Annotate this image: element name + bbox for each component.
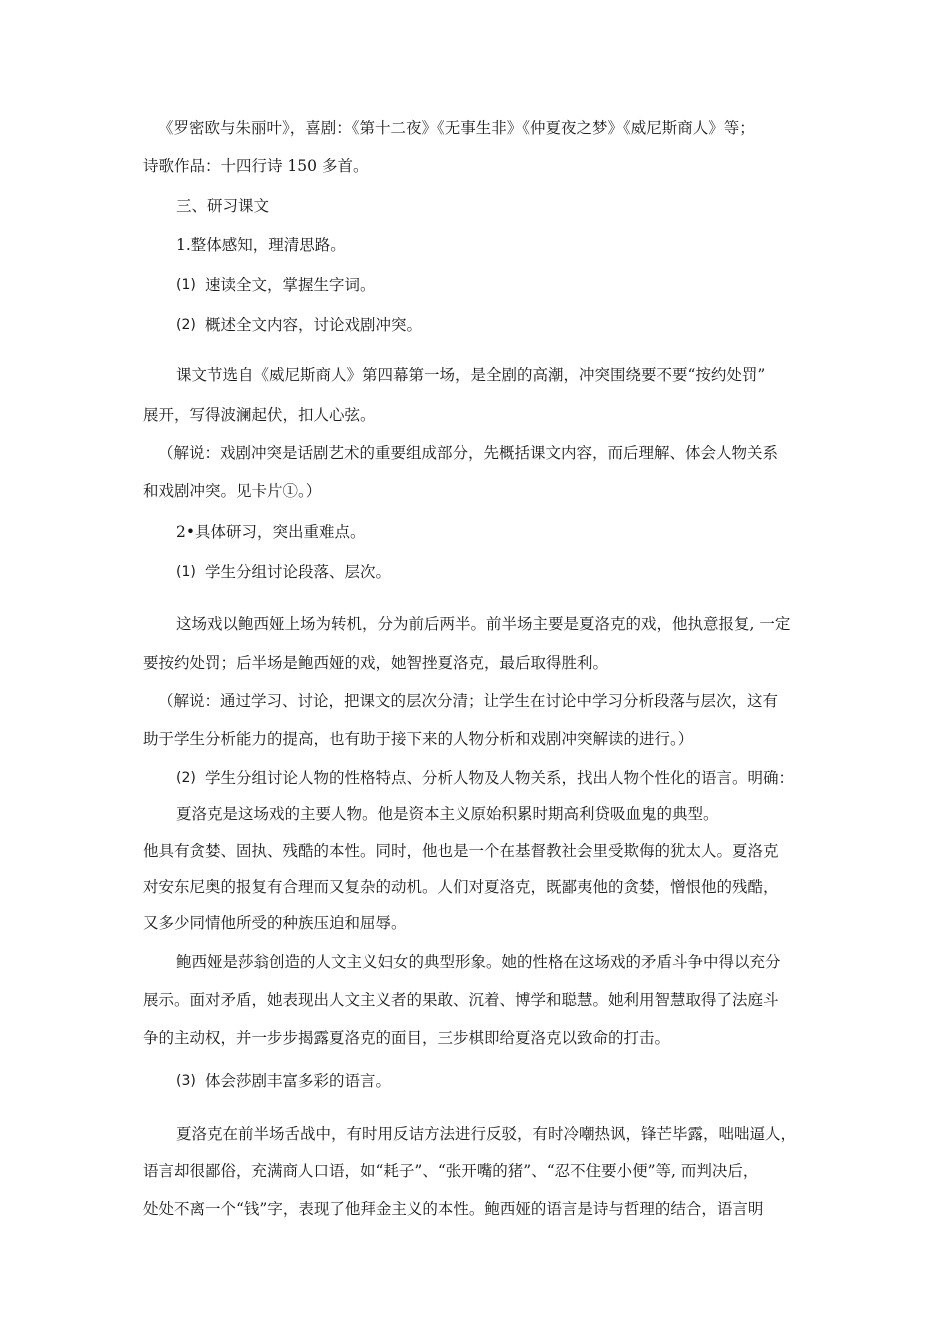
- text-line: 争的主动权，并一步步揭露夏洛克的面目，三步棋即给夏洛克以致命的打击。: [143, 1029, 671, 1047]
- text-line: 《罗密欧与朱丽叶》，喜剧：《第十二夜》《无事生非》《仲夏夜之梦》《威尼斯商人》等；: [158, 119, 755, 137]
- text-line: 诗歌作品：十四行诗 150 多首。: [143, 157, 369, 175]
- text-line: 课文节选自《威尼斯商人》第四幕第一场，是全剧的高潮，冲突围绕要不要“按约处罚”: [176, 366, 766, 384]
- list-marker: (2): [176, 317, 196, 333]
- list-marker: (1): [176, 564, 196, 580]
- list-item-text: 学生分组讨论段落、层次。: [205, 563, 392, 581]
- section-heading: 三、研习课文: [176, 197, 270, 215]
- text-line: 他具有贪婪、固执、残酷的本性。同时，他也是一个在基督教社会里受欺侮的犹太人。夏洛克: [143, 842, 779, 860]
- list-marker: (2): [176, 770, 196, 786]
- text-line: 要按约处罚；后半场是鲍西娅的戏，她智挫夏洛克，最后取得胜利。: [143, 654, 609, 672]
- list-item-text: 体会莎剧丰富多彩的语言。: [205, 1072, 392, 1090]
- list-marker: (1): [176, 277, 196, 293]
- list-item-text: 速读全文，掌握生字词。: [205, 276, 376, 294]
- text-line: 夏洛克在前半场舌战中，有时用反诘方法进行反驳，有时冷嘲热讽，锋芒毕露，咄咄逼人，: [176, 1125, 797, 1143]
- text-line: 夏洛克是这场戏的主要人物。他是资本主义原始积累时期高利贷吸血鬼的典型。: [176, 805, 719, 823]
- list-item-text: 概述全文内容，讨论戏剧冲突。: [205, 316, 423, 334]
- text-line: 又多少同情他所受的种族压迫和屈辱。: [143, 914, 407, 932]
- list-marker: (3): [176, 1073, 196, 1089]
- text-line: 鲍西娅是莎翁创造的人文主义妇女的典型形象。她的性格在这场戏的矛盾斗争中得以充分: [176, 953, 781, 971]
- list-item-text: 学生分组讨论人物的性格特点、分析人物及人物关系，找出人物个性化的语言。明确：: [205, 769, 795, 787]
- text-line: 处处不离一个“钱”字，表现了他拜金主义的本性。鲍西娅的语言是诗与哲理的结合，语言明: [143, 1200, 764, 1218]
- subheading: 2•具体研习，突出重难点。: [176, 523, 366, 541]
- text-line: 这场戏以鲍西娅上场为转机，分为前后两半。前半场主要是夏洛克的戏，他执意报复, 一定: [176, 615, 791, 633]
- text-line: 展开，写得波澜起伏，扣人心弦。: [143, 406, 376, 424]
- note-line: （解说：戏剧冲突是话剧艺术的重要组成部分，先概括课文内容，而后理解、体会人物关系: [158, 444, 779, 462]
- note-line: （解说：通过学习、讨论，把课文的层次分清；让学生在讨论中学习分析段落与层次，这有: [158, 692, 779, 710]
- note-line: 助于学生分析能力的提高，也有助于接下来的人物分析和戏剧冲突解读的进行。）: [143, 730, 694, 748]
- note-line: 和戏剧冲突。见卡片①。）: [143, 482, 322, 500]
- text-line: 对安东尼奥的报复有合理而又复杂的动机。人们对夏洛克，既鄙夷他的贪婪，憎恨他的残酷，: [143, 878, 779, 896]
- text-line: 语言却很鄙俗，充满商人口语，如“耗子”、“张开嘴的猪”、“忍不住要小便”等, 而判决后，: [143, 1162, 759, 1180]
- subheading: 1.整体感知，理清思路。: [176, 236, 346, 254]
- text-line: 展示。面对矛盾，她表现出人文主义者的果敢、沉着、博学和聪慧。她利用智慧取得了法庭斗: [143, 991, 779, 1009]
